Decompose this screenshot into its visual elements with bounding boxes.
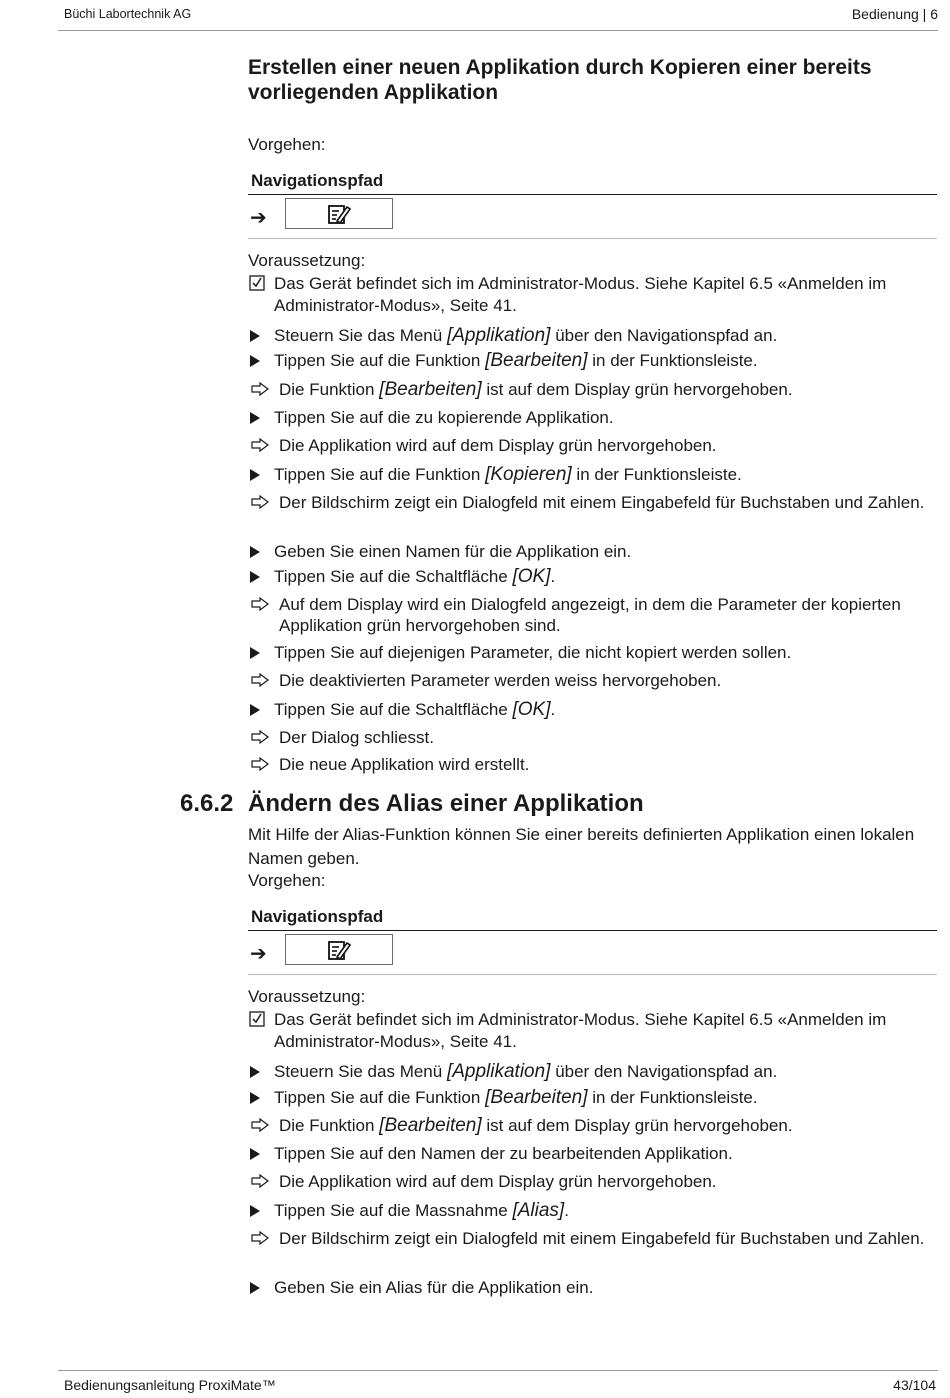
step-text-pre: Tippen Sie auf die Funktion [274,465,486,484]
prerequisite-label: Voraussetzung: [248,251,366,270]
step-text-pre: Tippen Sie auf die Funktion [274,351,486,370]
prerequisite-text: Das Gerät befindet sich im Administrator-Modus. Siehe Kapitel 6.5 «Anmelden im Administrator-Modus», Seite 41. [274,274,887,315]
step-text-post: ist auf dem Display grün hervorgehoben. [481,380,793,399]
play-triangle-icon [248,541,270,563]
result-item [248,1115,938,1136]
step-text [248,541,938,562]
result-arrow-icon [248,754,270,776]
ui-element-reference: [Alias] [512,1200,565,1221]
play-triangle-icon [248,407,270,429]
step-text [248,566,938,587]
nav-table-rule [248,194,937,195]
step-text-pre: Der Bildschirm zeigt ein Dialogfeld mit einem Eingabefeld für Buchstaben und Zahlen. [279,1229,925,1248]
step-text [248,1200,938,1221]
step-text-post: in der Funktionsleiste. [587,1088,758,1107]
nav-table-bottom-rule [248,238,937,239]
ui-element-reference: [Bearbeiten] [485,350,588,371]
step-text [248,1171,938,1192]
step-text-post: in der Funktionsleiste. [571,465,742,484]
step-text-post: . [564,1201,569,1220]
subsection-title: Erstellen einer neuen Applikation durch Kopieren einer bereits vorliegenden Applikation [248,56,872,104]
result-item [248,492,938,513]
step-text-pre: Die neue Applikation wird erstellt. [279,755,530,774]
step-text [248,699,938,720]
result-item [248,670,938,691]
step-text-pre: Die Applikation wird auf dem Display grün hervorgehoben. [279,436,717,455]
play-triangle-icon [248,1200,270,1222]
ui-element-reference: [Applikation] [446,1061,551,1082]
step-text [248,642,938,663]
edit-icon [326,938,352,962]
nav-path-label: Navigationspfad [251,171,384,190]
play-triangle-icon [248,642,270,664]
instruction-step [248,325,938,346]
prerequisite-text-2: Das Gerät befindet sich im Administrator-Modus. Siehe Kapitel 6.5 «Anmelden im Administrator-Modus», Seite 41. [274,1010,887,1051]
checkbox-checked-icon [248,273,270,297]
step-text-post: über den Navigationspfad an. [550,1062,778,1081]
instruction-step [248,464,938,485]
step-text-pre: Tippen Sie auf die Schaltfläche [274,700,513,719]
step-text-post: über den Navigationspfad an. [550,326,778,345]
manual-title: Bedienungsanleitung ProxiMate™ [64,1377,276,1393]
step-text-post: . [550,700,556,719]
instruction-step [248,350,938,371]
nav-table-rule-2 [248,930,937,931]
company-name: Büchi Labortechnik AG [64,7,192,21]
step-text [248,1228,938,1249]
instruction-step [248,699,938,720]
step-text-pre: Geben Sie ein Alias für die Applikation ein. [274,1278,594,1297]
result-arrow-icon [248,1115,270,1137]
step-text-pre: Steuern Sie das Menü [274,1062,447,1081]
step-text-pre: Tippen Sie auf die Schaltfläche [274,567,513,586]
step-text [248,1143,938,1164]
step-text-pre: Die Funktion [279,380,380,399]
ui-element-reference: [Bearbeiten] [379,1115,482,1136]
prerequisite-item [248,273,938,317]
step-text-post: in der Funktionsleiste. [587,351,758,370]
step-text [248,670,938,691]
section-intro: Mit Hilfe der Alias-Funktion können Sie einer bereits definierten Applikation einen lokalen Namen geben. [248,825,915,868]
play-triangle-icon [248,350,270,372]
instruction-step [248,541,938,562]
result-item [248,1228,938,1249]
step-text-pre: Die deaktivierten Parameter werden weiss hervorgehoben. [279,671,722,690]
ui-element-reference: [Bearbeiten] [379,379,482,400]
edit-menu-button[interactable] [285,198,393,229]
result-arrow-icon [248,1171,270,1193]
ui-element-reference: [Bearbeiten] [485,1087,588,1108]
section-title: Ändern des Alias einer Applikation [248,790,644,817]
section-number: 6.6.2 [180,790,234,817]
step-text-pre: Die Funktion [279,1116,380,1135]
step-text [248,1087,938,1108]
nav-arrow-icon: ➔ [250,207,267,229]
step-text [248,379,938,400]
play-triangle-icon [248,566,270,588]
procedure-label: Vorgehen: [248,135,326,154]
step-text [248,1277,938,1298]
play-triangle-icon [248,699,270,721]
step-text-pre: Tippen Sie auf den Namen der zu bearbeitenden Applikation. [274,1144,733,1163]
ui-element-reference: [Kopieren] [485,464,572,485]
step-text-pre: Tippen Sie auf die Funktion [274,1088,486,1107]
page-number: 43/104 [893,1377,936,1393]
edit-menu-button-2[interactable] [285,934,393,965]
result-arrow-icon [248,492,270,514]
instruction-step [248,1061,938,1082]
prerequisite-label-2: Voraussetzung: [248,987,366,1006]
step-text-post: . [550,567,556,586]
step-text [248,350,938,371]
ui-element-reference: [OK] [512,699,551,720]
play-triangle-icon [248,325,270,347]
instruction-step [248,1143,938,1164]
result-arrow-icon [248,594,270,616]
ui-element-reference: [Applikation] [446,325,551,346]
step-text-post: ist auf dem Display grün hervorgehoben. [481,1116,793,1135]
step-text [248,407,938,428]
step-text-pre: Der Dialog schliesst. [279,728,434,747]
step-text-pre: Tippen Sie auf diejenigen Parameter, die nicht kopiert werden sollen. [274,643,792,662]
play-triangle-icon [248,1277,270,1299]
result-arrow-icon [248,670,270,692]
result-arrow-icon [248,727,270,749]
instruction-step [248,1277,938,1298]
nav-table-bottom-rule-2 [248,974,937,975]
checkbox-checked-icon [248,1009,270,1033]
instruction-step [248,407,938,428]
step-text-pre: Die Applikation wird auf dem Display grün hervorgehoben. [279,1172,717,1191]
step-text [248,464,938,485]
step-text [248,1061,938,1082]
edit-icon [326,202,352,226]
result-item [248,435,938,456]
result-item [248,754,938,775]
nav-path-label-2: Navigationspfad [251,907,384,926]
play-triangle-icon [248,464,270,486]
page-header [58,0,938,31]
step-text [248,325,938,346]
play-triangle-icon [248,1143,270,1165]
step-text-pre: Tippen Sie auf die zu kopierende Applikation. [274,408,614,427]
step-text-pre: Steuern Sie das Menü [274,326,447,345]
play-triangle-icon [248,1061,270,1083]
step-text-pre: Tippen Sie auf die Massnahme [274,1201,513,1220]
step-text [248,594,938,636]
step-text-pre: Auf dem Display wird ein Dialogfeld angezeigt, in dem die Parameter der kopierten Applikation grün hervorgehoben sind. [279,595,901,635]
result-arrow-icon [248,379,270,401]
section-indicator: Bedienung | 6 [851,6,938,22]
result-item [248,727,938,748]
ui-element-reference: [OK] [512,566,551,587]
instruction-step [248,1200,938,1221]
step-text [248,727,938,748]
step-text [248,435,938,456]
step-text [248,492,938,513]
page-footer [58,1370,938,1398]
step-text [248,1115,938,1136]
play-triangle-icon [248,1087,270,1109]
instruction-step [248,642,938,663]
step-text-pre: Der Bildschirm zeigt ein Dialogfeld mit einem Eingabefeld für Buchstaben und Zahlen. [279,493,925,512]
result-item [248,379,938,400]
instruction-step [248,1087,938,1108]
procedure-label-2: Vorgehen: [248,871,326,890]
nav-arrow-icon-2: ➔ [250,943,267,965]
result-item [248,594,938,636]
step-text [248,754,938,775]
step-text-pre: Geben Sie einen Namen für die Applikation ein. [274,542,632,561]
result-arrow-icon [248,1228,270,1250]
instruction-step [248,566,938,587]
result-item [248,1171,938,1192]
prerequisite-item-2 [248,1009,938,1053]
result-arrow-icon [248,435,270,457]
